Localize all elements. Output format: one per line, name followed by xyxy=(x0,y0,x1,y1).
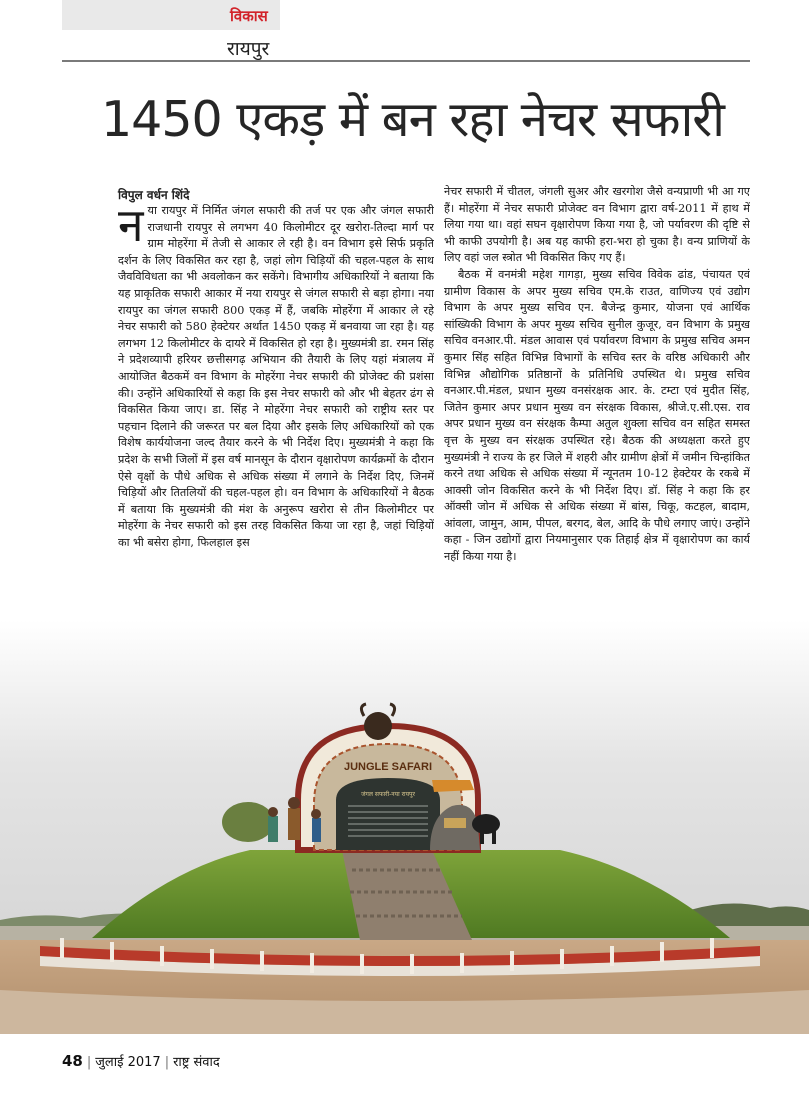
article-paragraph: बैठक में वनमंत्री महेश गागड़ा, मुख्य सचिव विवेक ढांड, पंचायत एवं ग्रामीण विकास के अपर मुख्य सचिव एम.के राउत, वाणिज्य एवं उद्योग विभाग के अपर मुख्य सचिव एन. बैजेन्द्र कुमार, योजना एवं आर्थिक सांख्यिकी विभाग के अपर मुख्य सचिव सुनील कुजूर, वन विभाग के प्रमुख सचिव वनआर.पी. मंडल आवास एवं पर्यावरण विभाग के प्रमुख सचिव अमन कुमार सिंह सहित विभिन्न विभागों के सचिव स्तर के वरिष्ठ अधिकारी और विभिन्न औद्योगिक प्रतिष्ठानों के प्रतिनिधि उपस्थित थे। प्रमुख सचिव वनआर.पी.मंडल, प्रधान मुख्य वनसंरक्षक आर. के. टम्टा एवं मुदीत सिंह, जितेन कुमार अपर प्रधान मुख्य वन संरक्षक विकास, श्रीजे.ए.सी.एस. राव अपर प्रधान मुख्य वन संरक्षक कैम्पा अतुल शुक्ला सचिव वन सहित समस्त वृत्त के मुख्य वन संरक्षक उपस्थित रहे। बैठक की अध्यक्षता करते हुए मुख्यमंत्री ने राज्य के हर जिले में शहरी और ग्रामीण क्षेत्रों में जमीन चिन्हांकित करने तथा अधिक से अधिक संख्या में न्यूनतम 10-12 हेक्टेयर के रकबे में आक्सी जोन विकसित करने के भी निर्देश दिए। डॉ. सिंह ने कहा कि हर ऑक्सी जोन में अधिक से अधिक संख्या में बांस, चिकू, कटहल, बादाम, आंवला, जामुन, आम, पीपल, बरगद, बेल, आदि के पौधे लगाए जाएं। उन्होंने कहा - जिन उद्योगों द्वारा नियमानुसार एक तिहाई क्षेत्र में वृक्षारोपण का कार्य नहीं किया गया है। xyxy=(444,267,750,564)
article-paragraph-text: या रायपुर में निर्मित जंगल सफारी की तर्ज पर एक और जंगल सफारी राजधानी रायपुर से लगभग 40 किलोमीटर दूर खरोरा-तिल्दा मार्ग पर ग्राम मोहरेंगा में तेजी से आकार ले रही है। वन विभाग इसे सिर्फ प्रकृति दर्शन के लिए विकसित कर रहा है, जहां लोग चिड़ियों की चहल-पहल के साथ जैवविविधता का भी अवलोकन कर सकेंगे। विभागीय अधिकारियों ने बताया कि यह प्राकृतिक सफारी आकार में नया रायपुर से जंगल सफारी से बड़ा होगा। नया रायपुर का जंगल सफारी 800 एकड़ में हैं, जबकि मोहरेंगा में आकार ले रहे नेचर सफारी को 580 हेक्टेयर अर्थात 1450 एकड़ में बनवाया जा रहा है। यह लगभग 12 किलोमीटर के दायरे में विकसित हो रहा है। मुख्यमंत्री डा. रमन सिंह ने प्रदेशव्यापी हरियर छत्तीसगढ़ अभियान की तैयारी के लिए यहां मंत्रालय में आयोजित बैठकमें वन विभाग के मोहरेंगा नेचर सफारी की प्रोजेक्ट की प्रशंसा की। उन्होंने अधिकारियों से कहा कि इस नेचर सफारी को और भी बेहतर ढंग से विकसित किया जाए। डा. सिंह ने मोहरेंगा नेचर सफारी को राष्ट्रीय स्तर पर पहचान दिलाने की जरूरत पर बल दिया और इसके लिए अधिकारियों को एक विशेष कार्ययोजना जल्द तैयार करने के भी निर्देश दिए। मुख्यमंत्री ने कहा कि प्रदेश के सभी जिलों में इस वर्ष मानसून के दौरान वृक्षारोपण कार्यक्रमों के दौरान ऐसे वृक्षों के पौधे अधिक से अधिक संख्या में लगाने के निर्देश दिए, जिनमें चिड़ियों और तितलियों की चहल-पहल हो। वन विभाग के अधिकारियों ने बैठक में बताया कि मुख्यमंत्री की मंश के अनुरूप खरोरा से तीन किलोमीटर पर मोहरेंगा के नेचर सफारी को इस तरह विकसित किया जा रहा है, जहां चिड़ियों का भी बसेरा होगा, फिलहाल इस xyxy=(118,204,434,549)
jungle-safari-photo xyxy=(0,620,809,1034)
sign-title: JUNGLE SAFARI xyxy=(343,761,433,773)
article-column-2 xyxy=(444,184,750,674)
page-footer xyxy=(62,1052,220,1070)
section-label: विकास xyxy=(230,7,268,25)
footer-separator: | xyxy=(86,1055,92,1070)
headline: 1450 एकड़ में बन रहा नेचर सफारी xyxy=(100,91,724,148)
plaque-title: जंगल सफारी-नया रायपुर xyxy=(361,791,415,798)
footer-separator: | xyxy=(164,1055,170,1070)
drop-cap: न xyxy=(118,203,144,252)
header-rule xyxy=(62,60,750,62)
city-label: रायपुर xyxy=(227,38,270,60)
article-paragraph: नेचर सफारी में चीतल, जंगली सुअर और खरगोश जैसे वन्यप्राणी भी आ गए हैं। मोहरेंगा में नेचर सफारी प्रोजेक्ट वन विभाग द्वारा वर्ष-2011 में हाथ में लिया गया था। वहां सघन वृक्षारोपण किया गया है, जो पर्यावरण की दृष्टि से भी काफी उपयोगी है। अब यह काफी हरा-भरा हो चुका है। वन्य प्राणियों के लिए वहां जल स्त्रोत भी विकसित किए गए हैं। xyxy=(444,185,750,265)
issue-date: जुलाई 2017 xyxy=(95,1055,161,1070)
section-tab xyxy=(62,0,280,30)
article-column-1 xyxy=(118,203,434,673)
article-paragraph xyxy=(118,203,434,551)
magazine-name: राष्ट्र संवाद xyxy=(173,1055,220,1070)
byline: विपुल वर्धन शिंदे xyxy=(118,188,190,202)
page-number: 48 xyxy=(62,1052,83,1070)
